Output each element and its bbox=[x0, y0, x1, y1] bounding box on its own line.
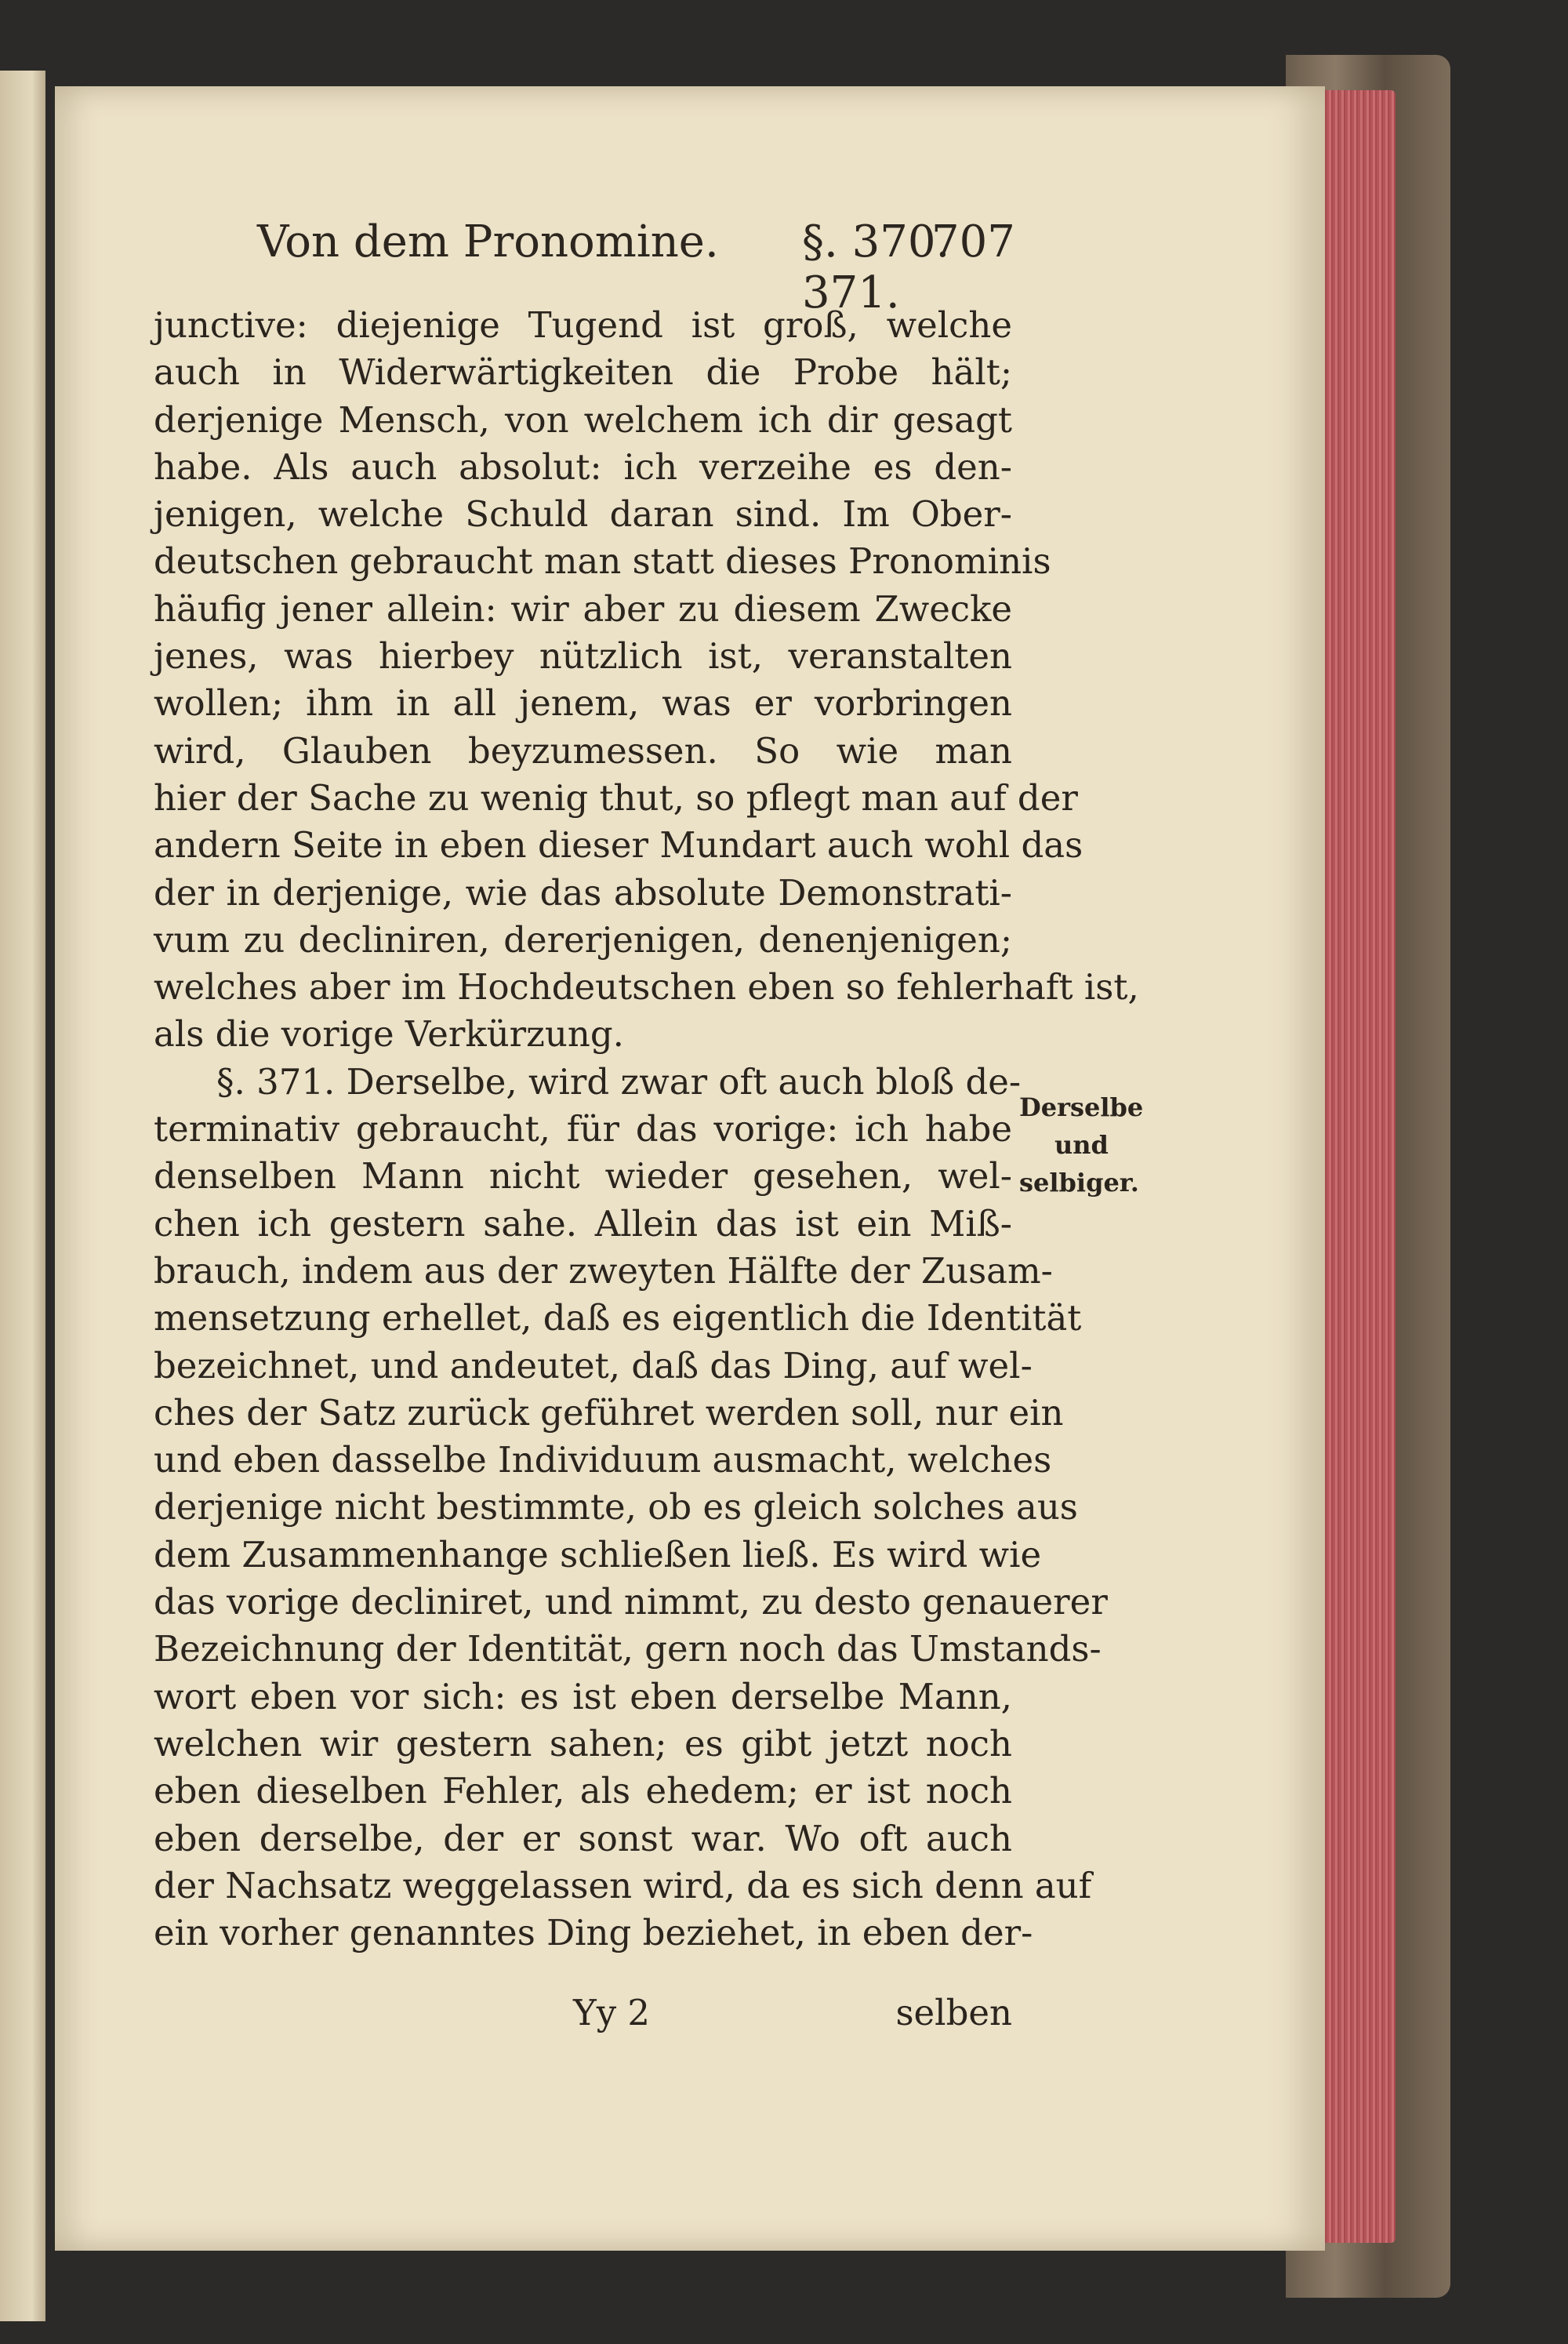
text-line: häufig jener allein: wir aber zu diesem Zwecke bbox=[154, 587, 1012, 630]
text-line: brauch, indem aus der zweyten Hälfte der Zusam- bbox=[154, 1249, 1053, 1292]
text-line: chen ich gestern sahe. Allein das ist ein Miß- bbox=[154, 1202, 1012, 1245]
text-line: denselben Mann nicht wieder gesehen, wel- bbox=[154, 1155, 1012, 1197]
text-line: habe. Als auch absolut: ich verzeihe es den- bbox=[154, 445, 1012, 488]
signature-mark: Yy 2 bbox=[573, 1992, 651, 2033]
text-line: wollen; ihm in all jenem, was er vorbringen bbox=[154, 682, 1012, 725]
text-line: derjenige nicht bestimmte, ob es gleich solches aus bbox=[154, 1486, 1078, 1528]
marginal-note-line: und bbox=[1054, 1130, 1109, 1160]
text-line: wird, Glauben beyzumessen. So wie man bbox=[154, 729, 1012, 772]
marginal-note bbox=[1019, 1088, 1143, 1201]
text-line: der in derjenige, wie das absolute Demonstrati- bbox=[154, 871, 1012, 914]
catchword: selben bbox=[895, 1992, 1012, 2033]
running-header bbox=[210, 210, 1018, 318]
text-line: terminativ gebraucht, für das vorige: ich habe bbox=[154, 1108, 1012, 1150]
text-line: dem Zusammenhange schließen ließ. Es wird wie bbox=[154, 1533, 1042, 1575]
header-title: Von dem Pronomine. bbox=[257, 216, 719, 267]
text-line: eben dieselben Fehler, als ehedem; er ist noch bbox=[154, 1770, 1012, 1812]
text-line: und eben dasselbe Individuum ausmacht, welches bbox=[154, 1439, 1052, 1481]
text-line: auch in Widerwärtigkeiten die Probe hält; bbox=[154, 351, 1012, 394]
text-line: ein vorher genanntes Ding beziehet, in eben der- bbox=[154, 1912, 1033, 1954]
text-line: welches aber im Hochdeutschen eben so fehlerhaft ist, bbox=[154, 966, 1139, 1008]
text-line: andern Seite in eben dieser Mundart auch wohl das bbox=[154, 824, 1083, 867]
text-line: bezeichnet, und andeutet, daß das Ding, auf wel- bbox=[154, 1344, 1033, 1386]
text-line: junctive: diejenige Tugend ist groß, welche bbox=[154, 304, 1012, 346]
text-line: deutschen gebraucht man statt dieses Pronominis bbox=[154, 540, 1051, 583]
text-line: vum zu decliniren, dererjenigen, denenjenigen; bbox=[154, 918, 1012, 961]
marginal-note-line: Derselbe bbox=[1019, 1092, 1144, 1122]
text-line: wort eben vor sich: es ist eben derselbe Mann, bbox=[154, 1675, 1012, 1717]
text-line: der Nachsatz weggelassen wird, da es sich denn auf bbox=[154, 1864, 1092, 1906]
text-line: Bezeichnung der Identität, gern noch das Umstands- bbox=[154, 1628, 1102, 1670]
section-start-line: §. 371. Derselbe, wird zwar oft auch bloß de- bbox=[216, 1060, 1022, 1103]
text-line: hier der Sache zu wenig thut, so pflegt man auf der bbox=[154, 776, 1078, 819]
text-line: als die vorige Verkürzung. bbox=[154, 1013, 624, 1056]
text-line: eben derselbe, der er sonst war. Wo oft auch bbox=[154, 1817, 1012, 1859]
text-line: ches der Satz zurück geführet werden soll, nur ein bbox=[154, 1391, 1064, 1434]
page-footer bbox=[154, 1992, 1012, 2039]
text-line: das vorige decliniret, und nimmt, zu desto genauerer bbox=[154, 1581, 1108, 1623]
marginal-note-line: selbiger. bbox=[1019, 1168, 1139, 1197]
text-line: derjenige Mensch, von welchem ich dir gesagt bbox=[154, 398, 1012, 441]
text-line: jenes, was hierbey nützlich ist, veranstalten bbox=[154, 635, 1012, 678]
text-line: welchen wir gestern sahen; es gibt jetzt noch bbox=[154, 1722, 1012, 1764]
text-line: mensetzung erhellet, daß es eigentlich die Identität bbox=[154, 1297, 1082, 1339]
text-line: jenigen, welche Schuld daran sind. Im Ober- bbox=[154, 493, 1012, 536]
previous-page-edge bbox=[0, 71, 45, 2321]
header-section: §. 370. 371. bbox=[802, 216, 950, 318]
page-number: 707 bbox=[931, 216, 1015, 267]
